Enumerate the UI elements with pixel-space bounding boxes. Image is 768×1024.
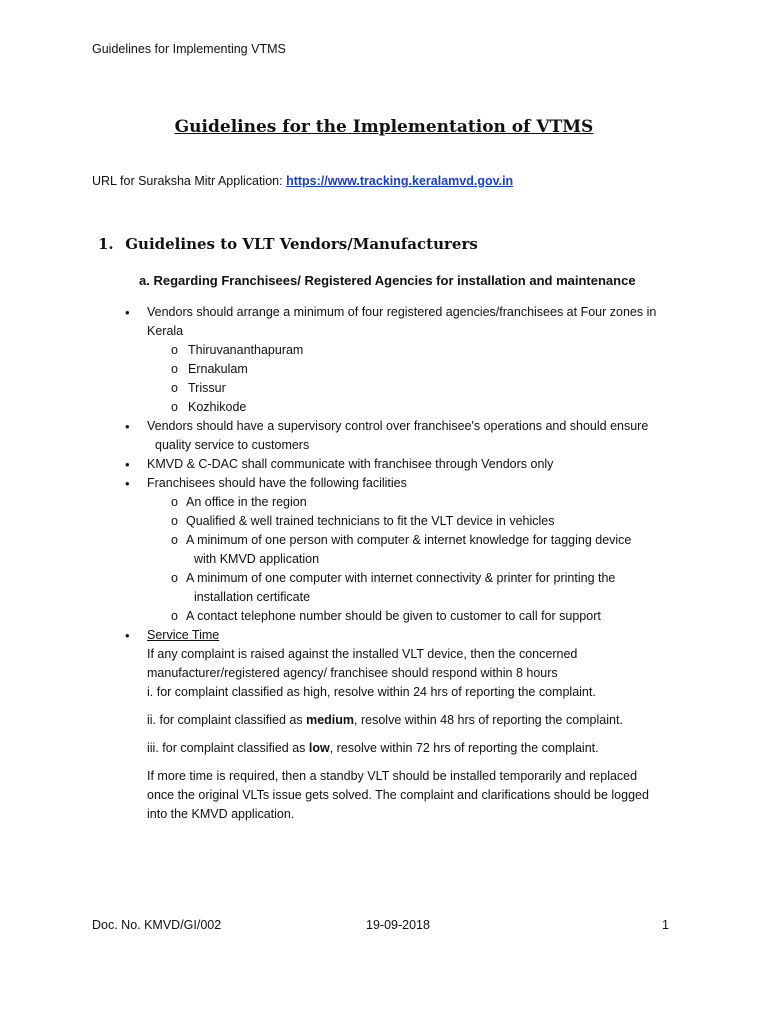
footer-doc-number: Doc. No. KMVD/GI/002 — [92, 918, 222, 932]
service-text: manufacturer/registered agency/ franchisee should respond within 8 hours — [147, 666, 558, 680]
final-text: once the original VLTs issue gets solved. The complaint and clarifications should be logged — [147, 788, 649, 802]
list-item — [125, 569, 677, 607]
bullet-item — [125, 455, 677, 474]
facility-text: A contact telephone number should be given to customer to call for support — [186, 609, 601, 623]
section-heading — [98, 235, 478, 253]
footer-page-number: 1 — [662, 918, 669, 932]
low-pre: iii. for complaint classified as — [147, 741, 309, 755]
list-item — [125, 398, 677, 417]
list-item — [125, 341, 677, 360]
document-title: Guidelines for the Implementation of VTMS — [174, 117, 594, 137]
final-text: into the KMVD application. — [147, 807, 295, 821]
bullet-text: • KMVD & C-DAC shall communicate with franchisee through Vendors only — [147, 457, 554, 471]
final-text: If more time is required, then a standby VLT should be installed temporarily and replaced — [147, 769, 638, 783]
circle-bullet-icon: o — [171, 495, 178, 509]
service-paragraph — [125, 645, 677, 824]
zone-name: Ernakulam — [188, 362, 248, 376]
facility-text-cont: installation certificate — [194, 590, 311, 604]
list-item — [125, 531, 677, 569]
facility-text: A minimum of one computer with internet connectivity & printer for printing the — [186, 571, 616, 585]
low-word: low — [308, 741, 330, 755]
bullet-text-cont: Kerala — [147, 324, 184, 338]
medium-pre: ii. for complaint classified as — [147, 713, 307, 727]
url-label: URL for Suraksha Mitr Application: — [92, 174, 287, 188]
bullet-text: • Franchisees should have the following facilities — [147, 476, 407, 490]
list-item — [125, 512, 677, 531]
bullet-item — [125, 303, 677, 341]
facility-text: An office in the region — [186, 495, 307, 509]
circle-bullet-icon: o — [171, 362, 178, 376]
bullet-text: • Vendors should arrange a minimum of four registered agencies/franchisees at Four zones in — [147, 305, 657, 319]
app-url-link[interactable]: https://www.tracking.keralamvd.gov.in — [286, 174, 514, 188]
running-header: Guidelines for Implementing VTMS — [92, 42, 286, 56]
facility-text: Qualified & well trained technicians to fit the VLT device in vehicles — [186, 514, 555, 528]
bullet-item — [125, 626, 677, 645]
facility-text: A minimum of one person with computer & internet knowledge for tagging device — [186, 533, 632, 547]
circle-bullet-icon: o — [171, 609, 178, 623]
circle-bullet-icon: o — [171, 343, 178, 357]
zone-name: Kozhikode — [188, 400, 247, 414]
bullet-text: • Vendors should have a supervisory control over franchisee's operations and should ensure — [147, 419, 649, 433]
document-body — [125, 303, 677, 824]
list-item — [125, 607, 677, 626]
bullet-text-cont: quality service to customers — [155, 438, 310, 452]
bullet-item — [125, 417, 677, 455]
url-line — [92, 174, 513, 188]
circle-bullet-icon: o — [171, 381, 178, 395]
medium-priority-text — [147, 711, 677, 730]
facility-text-cont: with KMVD application — [194, 552, 320, 566]
high-priority-text: i. for complaint classified as high, resolve within 24 hrs of reporting the complaint. — [147, 685, 596, 699]
list-item — [125, 379, 677, 398]
bullet-item — [125, 474, 677, 493]
zone-name: Trissur — [188, 381, 226, 395]
subsection-heading: a. Regarding Franchisees/ Registered Agencies for installation and maintenance — [139, 273, 636, 288]
circle-bullet-icon: o — [171, 533, 178, 547]
footer-date: 19-09-2018 — [366, 918, 430, 932]
section-title: Guidelines to VLT Vendors/Manufacturers — [125, 235, 478, 253]
circle-bullet-icon: o — [171, 514, 178, 528]
circle-bullet-icon: o — [171, 400, 178, 414]
section-number: 1. — [98, 235, 114, 253]
medium-word: medium — [306, 713, 355, 727]
circle-bullet-icon: o — [171, 571, 178, 585]
low-priority-text — [147, 739, 677, 758]
medium-post: , resolve within 48 hrs of reporting the complaint. — [354, 713, 623, 727]
zone-name: Thiruvananthapuram — [188, 343, 304, 357]
list-item — [125, 493, 677, 512]
low-post: , resolve within 72 hrs of reporting the complaint. — [329, 741, 599, 755]
service-time-heading: • Service Time — [147, 628, 220, 642]
list-item — [125, 360, 677, 379]
service-text: If any complaint is raised against the installed VLT device, then the concerned — [147, 647, 578, 661]
